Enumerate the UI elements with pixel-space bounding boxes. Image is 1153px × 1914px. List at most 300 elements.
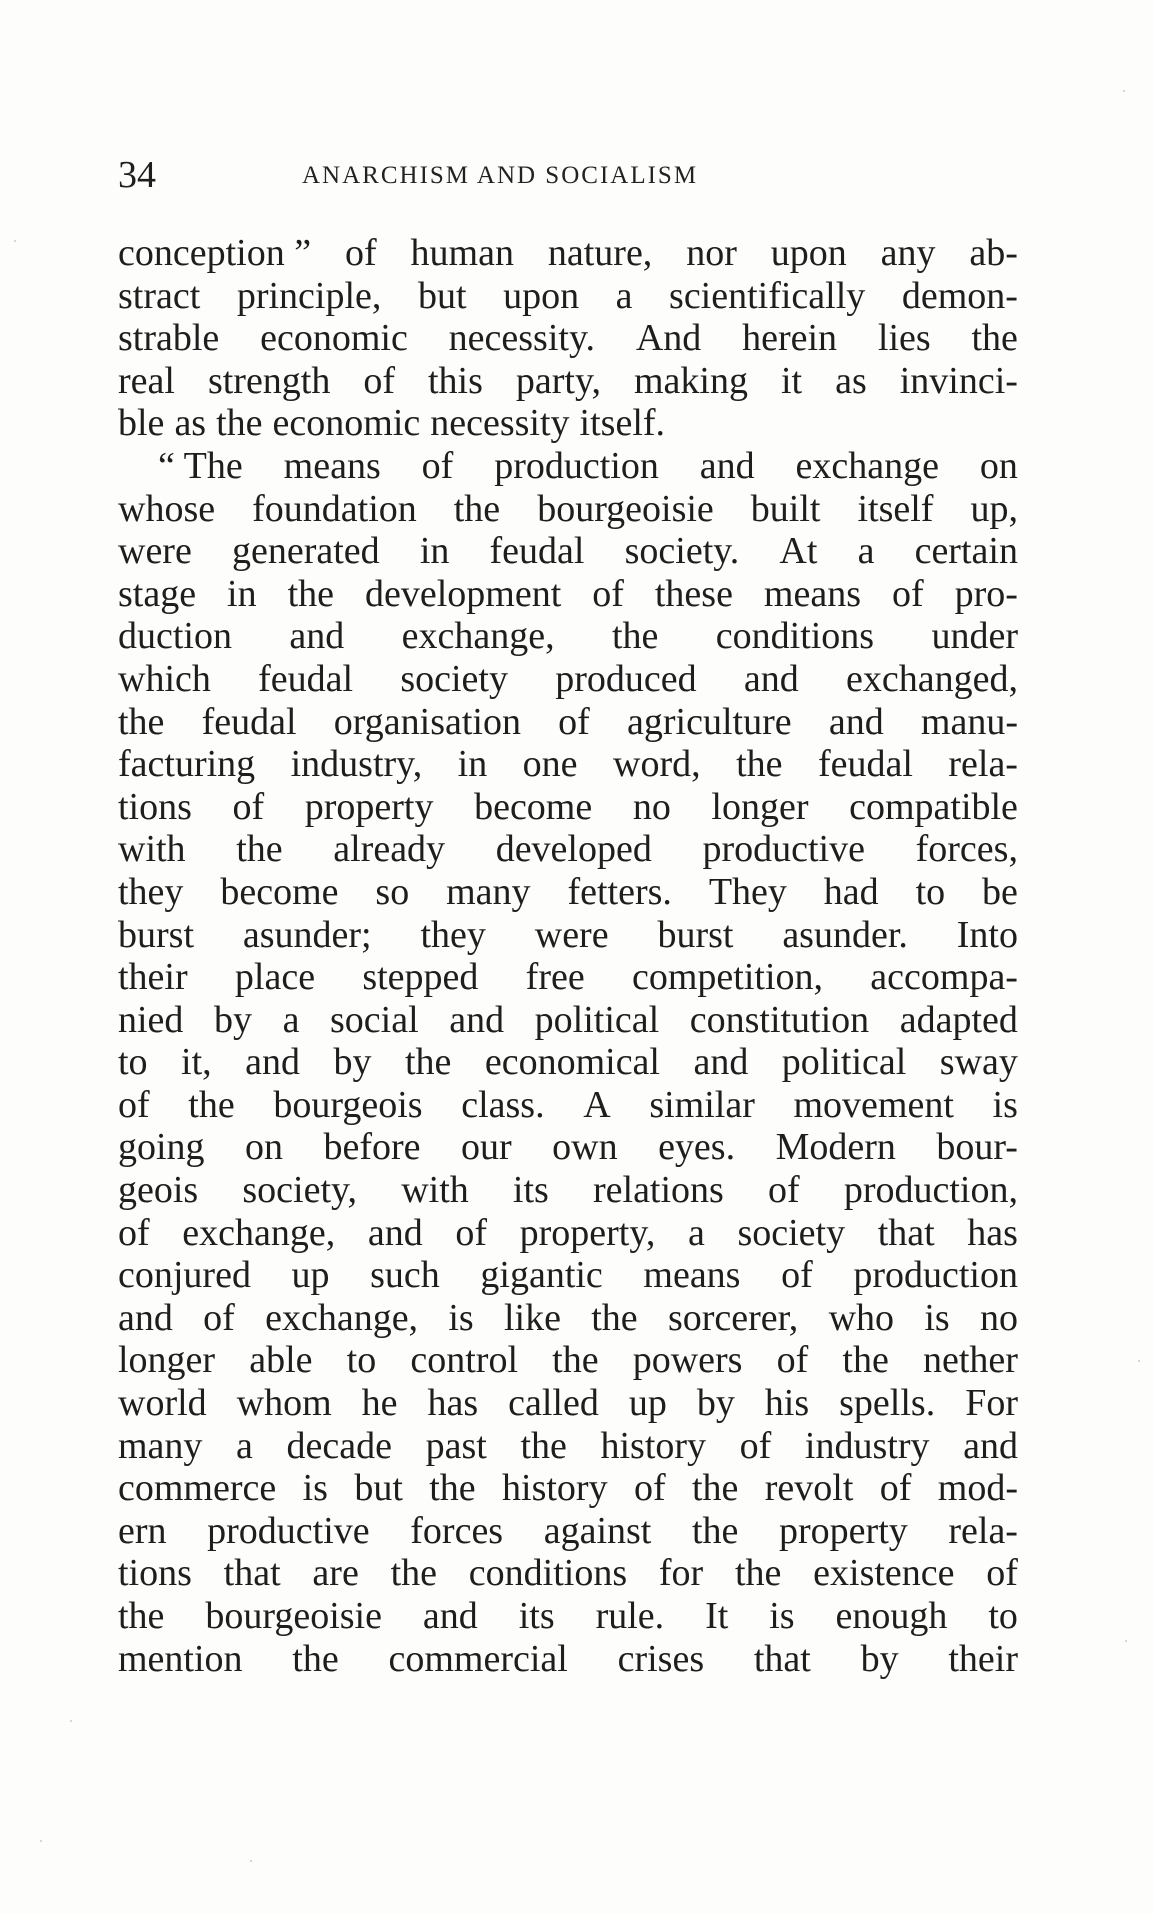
word: accompa- xyxy=(870,956,1018,999)
word: nied xyxy=(118,998,184,1041)
text-line xyxy=(118,999,1018,1042)
word: economic xyxy=(260,317,408,360)
text-line xyxy=(118,1084,1018,1127)
word: the xyxy=(611,615,659,658)
word: similar xyxy=(649,1083,755,1126)
paper-speck xyxy=(250,1860,252,1862)
text-line xyxy=(118,1254,1018,1297)
word: of xyxy=(986,1552,1018,1595)
word: commerce xyxy=(118,1467,277,1510)
word: mention xyxy=(118,1637,243,1680)
word: ble xyxy=(118,402,165,445)
text-line xyxy=(118,317,1018,360)
word: this xyxy=(428,359,483,402)
word: pro- xyxy=(954,572,1018,615)
word: of xyxy=(891,572,924,615)
word: up xyxy=(291,1254,330,1297)
word: means xyxy=(643,1254,741,1297)
word: exchanged, xyxy=(845,657,1018,700)
word: feudal xyxy=(258,657,354,700)
word: a xyxy=(282,998,300,1041)
word: manu- xyxy=(920,700,1018,743)
word: burst xyxy=(118,913,194,956)
word: history xyxy=(502,1467,608,1510)
word: class. xyxy=(461,1083,545,1126)
word: with xyxy=(401,1169,469,1212)
word: the xyxy=(736,743,783,786)
word: up, xyxy=(970,487,1018,530)
word: the xyxy=(552,1339,599,1382)
word: is xyxy=(302,1467,328,1510)
word: one xyxy=(522,743,578,786)
word: the xyxy=(734,1552,782,1595)
text-line xyxy=(118,828,1018,871)
word: strable xyxy=(118,317,220,360)
word: place xyxy=(234,956,316,999)
word: so xyxy=(375,870,410,913)
word: society. xyxy=(624,530,740,573)
word: is xyxy=(769,1595,795,1637)
word: of xyxy=(739,1424,772,1467)
word: property xyxy=(304,785,434,828)
word: eyes. xyxy=(658,1126,736,1169)
text-line xyxy=(118,1467,1018,1510)
word: no xyxy=(979,1296,1018,1339)
word: the xyxy=(691,1467,739,1510)
word: the xyxy=(118,700,165,743)
word: a xyxy=(687,1211,705,1254)
word: of xyxy=(776,1339,809,1382)
word: Modern xyxy=(775,1126,896,1169)
word: means xyxy=(763,572,861,615)
word: as xyxy=(835,359,867,402)
text-line xyxy=(118,615,1018,658)
word: forces xyxy=(410,1509,504,1552)
word: nor xyxy=(686,232,737,274)
word: upon xyxy=(770,232,847,274)
word: conditions xyxy=(468,1552,628,1595)
word: as xyxy=(174,402,207,445)
word: many xyxy=(446,870,531,913)
word: real xyxy=(118,359,175,402)
word: to xyxy=(346,1339,377,1382)
word: it xyxy=(780,359,803,402)
word: the xyxy=(236,828,283,871)
word: relations xyxy=(592,1169,724,1212)
text-line xyxy=(118,658,1018,701)
word: the xyxy=(842,1339,889,1382)
word: crises xyxy=(617,1637,705,1680)
text-line xyxy=(118,1595,1018,1638)
word: and xyxy=(245,1041,300,1084)
word: is xyxy=(924,1296,950,1339)
word: sorcerer, xyxy=(667,1296,799,1339)
word: exchange xyxy=(795,444,940,487)
text-line xyxy=(118,360,1018,403)
word: the xyxy=(216,402,263,445)
word: stract xyxy=(118,274,201,317)
word: the xyxy=(118,1595,165,1637)
word: bourgeoisie xyxy=(205,1595,382,1637)
word: society xyxy=(400,657,508,700)
text-line xyxy=(118,1382,1018,1425)
word: its xyxy=(512,1169,549,1212)
text-line xyxy=(118,275,1018,318)
word: our xyxy=(461,1126,512,1169)
word: before xyxy=(323,1126,421,1169)
text-line xyxy=(118,1552,1018,1595)
word: the xyxy=(292,1637,339,1680)
word: party, xyxy=(515,359,602,402)
word: control xyxy=(410,1339,518,1382)
word: political xyxy=(781,1041,907,1084)
word: become xyxy=(220,870,339,913)
word: facturing xyxy=(118,743,256,786)
word: feudal xyxy=(817,743,913,786)
word: At xyxy=(779,530,818,573)
word: and xyxy=(367,1211,423,1254)
word: the xyxy=(404,1041,452,1084)
word: production xyxy=(853,1254,1018,1297)
word: tions xyxy=(118,1552,192,1595)
word: and xyxy=(699,444,755,487)
word: become xyxy=(474,785,593,828)
word: the xyxy=(287,572,335,615)
word: longer xyxy=(118,1339,216,1382)
word: any xyxy=(880,232,936,274)
word: necessity. xyxy=(448,317,595,360)
word: and xyxy=(449,998,505,1041)
word: adapted xyxy=(899,998,1018,1041)
word: many xyxy=(118,1424,203,1467)
word: of xyxy=(768,1169,800,1212)
word: a xyxy=(857,530,875,573)
word: spells. xyxy=(839,1382,936,1425)
word: word, xyxy=(613,743,701,786)
word: demon- xyxy=(901,274,1018,317)
word: existence xyxy=(813,1552,955,1595)
paper-speck xyxy=(1138,1360,1140,1362)
text-line xyxy=(118,445,1018,488)
word: economic xyxy=(272,402,421,445)
word: rela- xyxy=(948,743,1018,786)
word: he xyxy=(361,1382,398,1425)
word: of xyxy=(344,232,377,274)
word: development xyxy=(364,572,562,615)
word: history xyxy=(600,1424,707,1467)
text-line xyxy=(118,914,1018,957)
word: conditions xyxy=(715,615,875,658)
text-line xyxy=(118,786,1018,829)
word: nature, xyxy=(547,232,653,274)
word: They xyxy=(708,870,787,913)
word: human xyxy=(410,232,514,274)
word: and xyxy=(828,700,884,743)
word: of xyxy=(592,572,624,615)
word: political xyxy=(534,998,660,1041)
word: production xyxy=(494,444,659,487)
word: of xyxy=(118,1083,150,1126)
word: to xyxy=(988,1595,1018,1637)
word: and xyxy=(289,615,345,658)
word: which xyxy=(118,657,211,700)
word: production, xyxy=(843,1169,1018,1212)
word: that xyxy=(877,1211,935,1254)
word: past xyxy=(425,1424,487,1467)
word: social xyxy=(330,998,419,1041)
word: exchange, xyxy=(265,1296,419,1339)
word: of xyxy=(363,359,396,402)
body-text xyxy=(118,232,1018,1680)
word: that xyxy=(753,1637,811,1680)
word: property xyxy=(779,1509,908,1552)
word: but xyxy=(354,1467,403,1510)
paper-speck xyxy=(1123,90,1125,92)
word: itself xyxy=(857,487,934,530)
text-line xyxy=(118,1638,1018,1681)
word: of xyxy=(558,700,590,743)
text-line xyxy=(118,1425,1018,1468)
word: their xyxy=(948,1637,1018,1680)
paper-speck xyxy=(1125,1640,1127,1642)
word: on xyxy=(979,444,1018,487)
word: nether xyxy=(923,1339,1018,1382)
word: with xyxy=(118,828,186,871)
word: ern xyxy=(118,1509,167,1552)
word: by xyxy=(860,1637,899,1680)
word: commercial xyxy=(388,1637,568,1680)
word: whose xyxy=(118,487,216,530)
word: of xyxy=(232,785,265,828)
word: it, xyxy=(181,1041,212,1084)
paper-speck xyxy=(70,1720,72,1722)
word: for xyxy=(658,1552,704,1595)
word: industry, xyxy=(290,743,423,786)
word: against xyxy=(543,1509,652,1552)
text-line xyxy=(118,1169,1018,1212)
word: in xyxy=(419,530,450,573)
word: were xyxy=(118,530,192,573)
word: asunder; xyxy=(242,913,372,956)
word: of xyxy=(421,444,454,487)
paper-speck xyxy=(40,1840,42,1842)
word: society xyxy=(737,1211,846,1254)
word: society, xyxy=(242,1169,358,1212)
word: such xyxy=(370,1254,440,1297)
word: movement xyxy=(793,1083,954,1126)
word: It xyxy=(705,1595,729,1637)
word: certain xyxy=(914,530,1018,573)
text-line xyxy=(118,232,1018,275)
word: productive xyxy=(207,1509,370,1552)
word: conception ” xyxy=(118,232,312,274)
word: powers xyxy=(632,1339,743,1382)
word: and xyxy=(743,657,799,700)
word: world xyxy=(118,1382,207,1425)
word: the xyxy=(429,1467,476,1510)
word: that xyxy=(223,1552,281,1595)
word: of xyxy=(455,1211,487,1254)
word: the xyxy=(971,317,1018,360)
word: economical xyxy=(484,1041,660,1084)
word: compatible xyxy=(849,785,1018,828)
word: rule. xyxy=(595,1595,665,1637)
word: has xyxy=(967,1211,1018,1254)
word: to xyxy=(915,870,946,913)
word: agriculture xyxy=(627,700,792,743)
word: the xyxy=(390,1552,438,1595)
word: “ The xyxy=(158,444,243,487)
word: burst xyxy=(657,913,734,956)
text-line xyxy=(118,1212,1018,1255)
word: by xyxy=(696,1382,735,1425)
word: exchange, xyxy=(401,615,555,658)
text-line xyxy=(118,1041,1018,1084)
word: longer xyxy=(711,785,809,828)
word: the xyxy=(691,1509,739,1552)
word: scientifically xyxy=(669,274,866,317)
word: mod- xyxy=(937,1467,1018,1510)
word: ab- xyxy=(969,232,1018,274)
word: produced xyxy=(555,657,697,700)
word: whom xyxy=(236,1382,332,1425)
word: feudal xyxy=(489,530,585,573)
text-line xyxy=(118,956,1018,999)
word: like xyxy=(503,1296,561,1339)
word: built xyxy=(750,487,821,530)
text-line xyxy=(118,1510,1018,1553)
word: feudal xyxy=(201,700,297,743)
word: no xyxy=(632,785,671,828)
word: making xyxy=(634,359,748,402)
word: necessity xyxy=(430,402,570,445)
word: property, xyxy=(519,1211,656,1254)
word: own xyxy=(552,1126,618,1169)
word: And xyxy=(635,317,702,360)
word: they xyxy=(118,870,184,913)
text-line xyxy=(118,573,1018,616)
word: generated xyxy=(231,530,380,573)
text-line xyxy=(118,701,1018,744)
word: they xyxy=(420,913,486,956)
word: For xyxy=(965,1382,1018,1425)
word: a xyxy=(236,1424,253,1467)
word: asunder. xyxy=(782,913,908,956)
word: is xyxy=(448,1296,474,1339)
word: to xyxy=(118,1041,148,1084)
running-title: ANARCHISM AND SOCIALISM xyxy=(302,162,699,189)
word: stage xyxy=(118,572,197,615)
word: duction xyxy=(118,615,232,658)
word: in xyxy=(457,743,488,786)
word: herein xyxy=(742,317,838,360)
word: fetters. xyxy=(567,870,672,913)
word: organisation xyxy=(333,700,521,743)
word: invinci- xyxy=(899,359,1018,402)
word: conjured xyxy=(118,1254,251,1297)
word: the xyxy=(520,1424,567,1467)
word: foundation xyxy=(252,487,417,530)
text-line xyxy=(118,1297,1018,1340)
word: in xyxy=(227,572,257,615)
word: industry xyxy=(804,1424,930,1467)
word: bourgeois xyxy=(273,1083,423,1126)
word: its xyxy=(518,1595,555,1637)
word: the xyxy=(188,1083,235,1126)
text-line xyxy=(118,402,1018,445)
word: gigantic xyxy=(480,1254,603,1297)
word: A xyxy=(583,1083,611,1126)
word: of xyxy=(118,1211,150,1254)
word: productive xyxy=(702,828,865,871)
word: principle, xyxy=(236,274,382,317)
text-line xyxy=(118,743,1018,786)
word: their xyxy=(118,956,188,999)
word: forces, xyxy=(915,828,1018,871)
word: competition, xyxy=(631,956,824,999)
word: by xyxy=(214,998,252,1041)
word: sway xyxy=(939,1041,1018,1084)
word: of xyxy=(203,1296,235,1339)
word: of xyxy=(781,1254,813,1297)
word: by xyxy=(333,1041,372,1084)
word: but xyxy=(417,274,467,317)
running-head xyxy=(118,150,1018,200)
word: tions xyxy=(118,785,192,828)
word: are xyxy=(312,1552,359,1595)
text-line xyxy=(118,871,1018,914)
word: these xyxy=(654,572,733,615)
word: of xyxy=(633,1467,666,1510)
word: called xyxy=(508,1382,599,1425)
word: the xyxy=(591,1296,638,1339)
page-number: 34 xyxy=(118,154,156,196)
word: a xyxy=(615,274,633,317)
text-line xyxy=(118,1126,1018,1169)
word: means xyxy=(283,444,381,487)
word: Into xyxy=(956,913,1018,956)
word: bour- xyxy=(936,1126,1018,1169)
text-line xyxy=(118,530,1018,573)
word: who xyxy=(828,1296,895,1339)
word: upon xyxy=(503,274,580,317)
word: going xyxy=(118,1126,205,1169)
word: has xyxy=(427,1382,479,1425)
word: enough xyxy=(835,1595,948,1637)
word: his xyxy=(764,1382,810,1425)
word: geois xyxy=(118,1169,199,1212)
word: is xyxy=(992,1083,1018,1126)
word: free xyxy=(525,956,585,999)
word: and xyxy=(118,1296,173,1339)
word: and xyxy=(963,1424,1018,1467)
word: had xyxy=(823,870,879,913)
word: constitution xyxy=(689,998,870,1041)
word: lies xyxy=(877,317,931,360)
word: revolt xyxy=(764,1467,854,1510)
word: up xyxy=(628,1382,667,1425)
word: the xyxy=(453,487,501,530)
word: able xyxy=(249,1339,313,1382)
word: exchange, xyxy=(182,1211,336,1254)
word: itself. xyxy=(579,402,666,445)
word: already xyxy=(333,828,446,871)
word: strength xyxy=(207,359,331,402)
word: on xyxy=(245,1126,284,1169)
word: decade xyxy=(286,1424,392,1467)
word: stepped xyxy=(362,956,479,999)
word: of xyxy=(879,1467,912,1510)
